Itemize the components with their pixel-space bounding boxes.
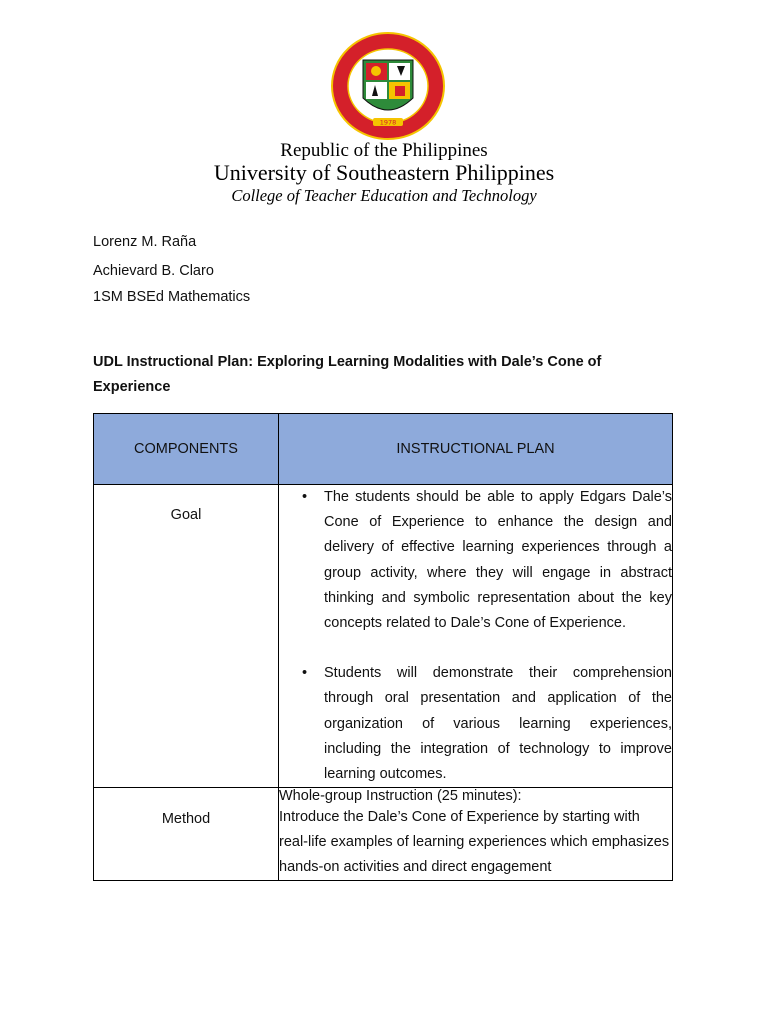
svg-text:1978: 1978 (379, 118, 397, 127)
header-components: COMPONENTS (94, 414, 279, 485)
goal-content (279, 485, 673, 788)
goal-bullet-1: • The students should be able to apply Edgars Dale’s Cone of Experience to enhance the design and delivery of effective learning experiences through a group activity, where they will engage in abstract thinking and symbolic representation about the key concepts related to Dale’s Cone of Experience. (279, 485, 672, 636)
table-header-row (94, 414, 673, 485)
method-label: Method (94, 788, 279, 881)
course-label: 1SM BSEd Mathematics (93, 289, 251, 305)
method-content (279, 788, 673, 881)
header-university-name: University of Southeastern Philippines (213, 160, 555, 185)
method-text: Introduce the Dale’s Cone of Experience by starting with real-life examples of learning experiences which emphasizes hands-on activities and direct engagement (279, 809, 670, 876)
university-seal-logo (331, 32, 445, 140)
author-name-1: Lorenz M. Raña (93, 234, 197, 250)
author-name-2: Achievard B. Claro (93, 263, 214, 279)
method-heading: Whole-group Instruction (25 minutes): (279, 788, 522, 805)
header-instructional-plan: INSTRUCTIONAL PLAN (279, 414, 673, 485)
header-college-name: College of Teacher Education and Technology (231, 186, 537, 205)
header-republic: Republic of the Philippines (280, 140, 488, 161)
table-row-goal (94, 485, 673, 788)
goal-bullet-2: • Students will demonstrate their comprehension through oral presentation and application of the organization of various learning experiences, including the integration of technology to improve learning outcomes. (279, 661, 672, 787)
plan-title: UDL Instructional Plan: Exploring Learning Modalities with Dale’s Cone of Experience (93, 354, 602, 395)
goal-label: Goal (94, 485, 279, 788)
goal-bullet-list (279, 485, 672, 787)
instructional-plan-table (93, 413, 673, 881)
table-row-method (94, 788, 673, 881)
